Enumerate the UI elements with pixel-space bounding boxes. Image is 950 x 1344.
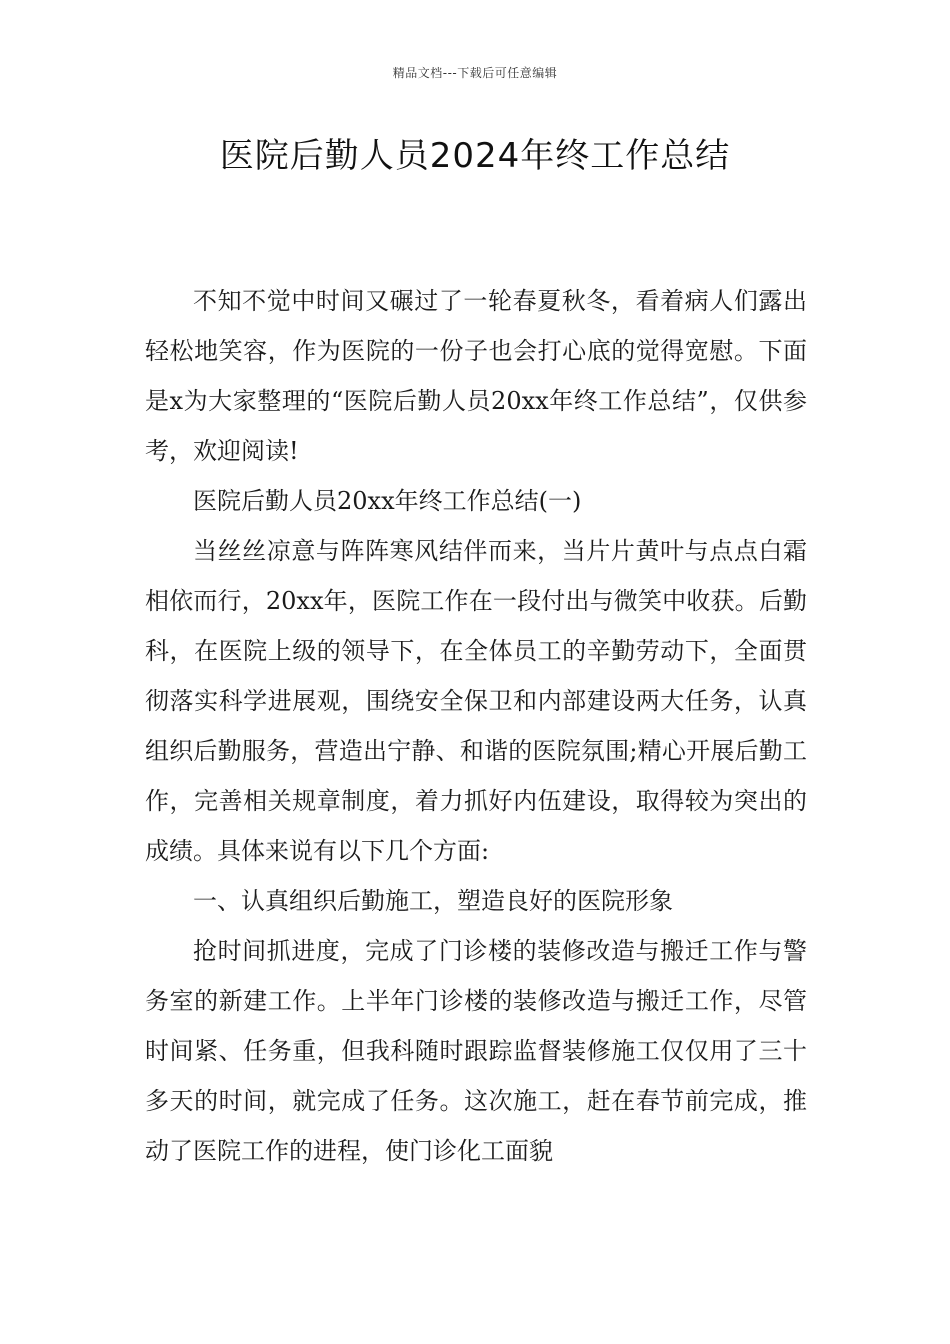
- subsection-heading: 一、认真组织后勤施工，塑造良好的医院形象: [193, 887, 673, 915]
- page-header-note: 精品文档---下载后可任意编辑: [392, 66, 558, 80]
- document-title: 医院后勤人员2024年终工作总结: [219, 136, 731, 176]
- section-heading: 医院后勤人员20xx年终工作总结(一): [193, 487, 582, 515]
- body-paragraph: 当丝丝凉意与阵阵寒风结伴而来，当片片黄叶与点点白霜相依而行，20xx年，医院工作在一段付出与微笑中收获。后勤科，在医院上级的领导下，在全体员工的辛勤劳动下，全面贯彻落实科学进展观，围绕安全保卫和内部建设两大任务，认真组织后勤服务，营造出宁静、和谐的医院氛围;精心开展后勤工作，完善相关规章制度，着力抓好内伍建设，取得较为突出的成绩。具体来说有以下几个方面:: [145, 537, 807, 865]
- document-body: [145, 276, 807, 1176]
- body-paragraph: 抢时间抓进度，完成了门诊楼的装修改造与搬迁工作与警务室的新建工作。上半年门诊楼的装修改造与搬迁工作，尽管时间紧、任务重，但我科随时跟踪监督装修施工仅仅用了三十多天的时间，就完成了任务。这次施工，赶在春节前完成，推动了医院工作的进程，使门诊化工面貌: [145, 937, 807, 1165]
- intro-paragraph: 不知不觉中时间又碾过了一轮春夏秋冬，看着病人们露出轻松地笑容，作为医院的一份子也会打心底的觉得宽慰。下面是x为大家整理的“医院后勤人员20xx年终工作总结”，仅供参考，欢迎阅读!: [145, 287, 807, 465]
